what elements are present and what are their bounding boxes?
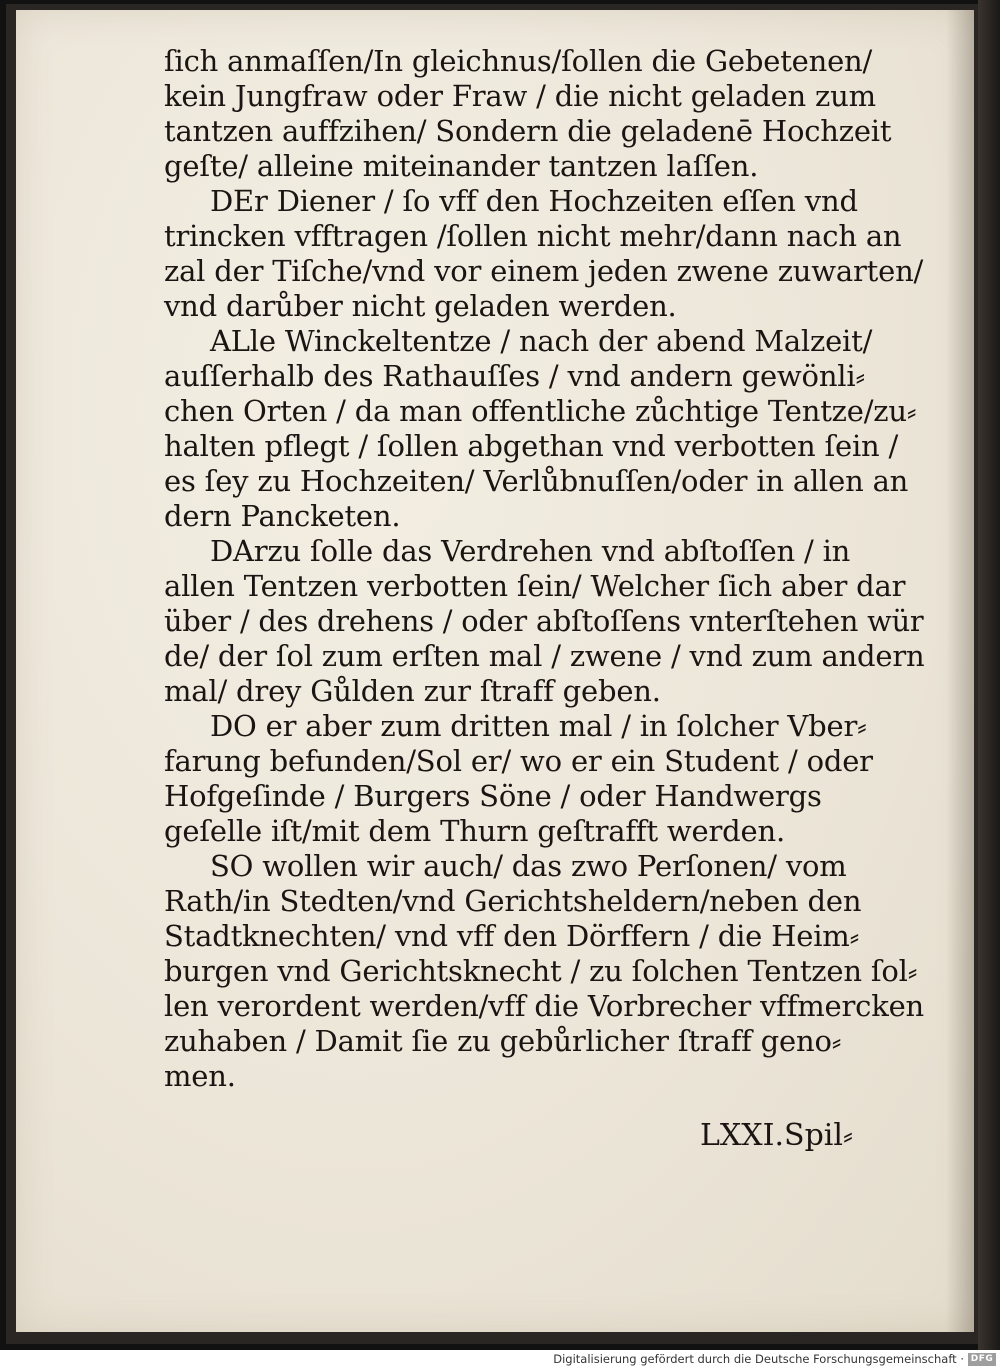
- text-line: halten pflegt / ſollen abgethan vnd verbotten ſein /: [164, 429, 899, 463]
- text-line: zal der Tiſche/vnd vor einem jeden zwene zuwarten/: [164, 254, 924, 288]
- text-line: ſich anmaſſen/In gleichnus/ſollen die Gebetenen/: [164, 44, 873, 78]
- text-line: geſelle iſt/mit dem Thurn geſtrafft werden.: [164, 814, 786, 848]
- text-line: allen Tentzen verbotten ſein/ Welcher ſich aber dar: [164, 569, 906, 603]
- text-line: burgen vnd Gerichtsknecht / zu ſolchen Tentzen ſol⸗: [164, 954, 918, 988]
- text-line: DEr Diener / ſo vff den Hochzeiten eſſen vnd: [210, 184, 858, 218]
- text-line: de/ der ſol zum erſten mal / zwene / vnd zum andern: [164, 639, 925, 673]
- text-line: tantzen auffzihen/ Sondern die geladenē Hochzeit: [164, 114, 892, 148]
- text-line: ALle Winckeltentze / nach der abend Malzeit/: [210, 324, 873, 358]
- text-line: zuhaben / Damit ſie zu gebůrlicher ſtraff geno⸗: [164, 1024, 842, 1058]
- text-line: Stadtknechten/ vnd vff den Dörffern / die Heim⸗: [164, 919, 860, 953]
- text-line: chen Orten / da man offentliche zůchtige Tentze/zu⸗: [164, 394, 917, 428]
- text-line: len verordent werden/vff die Vorbrecher vffmercken: [164, 989, 925, 1023]
- text-line: Rath/in Stedten/vnd Gerichtsheldern/neben den: [164, 884, 862, 918]
- text-line: vnd darůber nicht geladen werden.: [164, 289, 677, 323]
- book-spine: [978, 0, 1000, 1350]
- text-line: geſte/ alleine miteinander tantzen laſſen.: [164, 149, 759, 183]
- text-line: auſſerhalb des Rathauſſes / vnd andern gewönli⸗: [164, 359, 865, 393]
- text-line: farung befunden/Sol er/ wo er ein Student / oder: [164, 744, 873, 778]
- text-line: Hofgeſinde / Burgers Söne / oder Handwergs: [164, 779, 822, 813]
- body-text: [164, 44, 924, 1094]
- text-line: DO er aber zum dritten mal / in ſolcher Vber⸗: [210, 709, 867, 743]
- text-line: men.: [164, 1059, 236, 1093]
- text-line: DArzu ſolle das Verdrehen vnd abſtoſſen / in: [210, 534, 851, 568]
- text-line: kein Jungfraw oder Fraw / die nicht geladen zum: [164, 79, 876, 113]
- catchword: LXXI.Spil⸗: [700, 1118, 853, 1153]
- text-line: über / des drehens / oder abſtoſſens vnterſtehen wür: [164, 604, 924, 638]
- text-line: trincken vfftragen /ſollen nicht mehr/dann nach an: [164, 219, 902, 253]
- text-line: SO wollen wir auch/ das zwo Perſonen/ vom: [210, 849, 847, 883]
- text-line: es ſey zu Hochzeiten/ Verlůbnuſſen/oder in allen an: [164, 464, 909, 498]
- dfg-logo: DFG: [968, 1353, 996, 1366]
- attribution-text: Digitalisierung gefördert durch die Deutsche Forschungsgemeinschaft ·: [553, 1352, 964, 1366]
- text-line: mal/ drey Gůlden zur ſtraff geben.: [164, 674, 661, 708]
- text-line: dern Pancketen.: [164, 499, 401, 533]
- footer-bar: [0, 1350, 1000, 1370]
